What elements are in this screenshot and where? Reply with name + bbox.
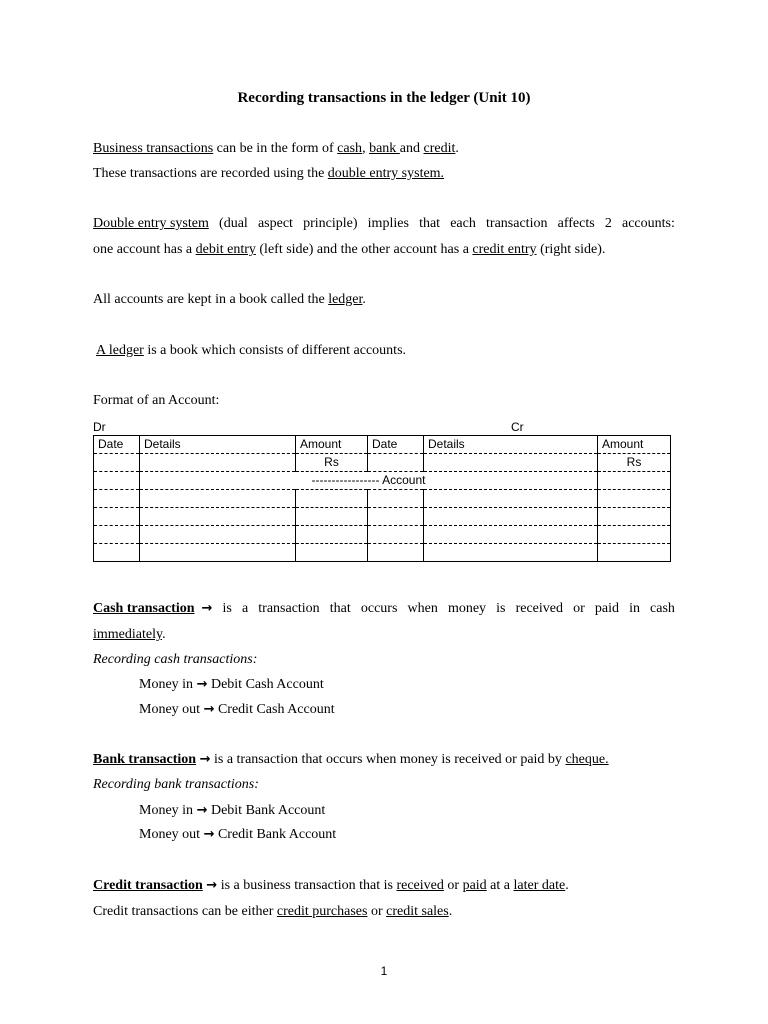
text: Money in <box>139 803 197 818</box>
term-cash-transaction: Cash transaction <box>93 601 195 616</box>
table-cell <box>94 544 140 562</box>
text: and <box>399 141 424 156</box>
bank-recording-heading: Recording bank transactions: <box>93 777 259 792</box>
table-cell <box>140 544 296 562</box>
table-cell <box>94 508 140 526</box>
arrow-icon: → <box>199 752 211 767</box>
unit-rs-left: Rs <box>296 454 368 472</box>
text: Credit Bank Account <box>214 827 337 842</box>
term-bank: bank <box>369 141 400 156</box>
table-cell <box>368 490 424 508</box>
cash-line-1 <box>93 600 675 618</box>
text: . <box>162 627 166 642</box>
table-cell <box>368 508 424 526</box>
table-cell <box>368 544 424 562</box>
text: one account has a <box>93 242 196 257</box>
table-header-row <box>94 436 671 454</box>
header-date-left: Date <box>94 436 140 454</box>
table-account-row <box>94 472 671 490</box>
double-entry-line-1 <box>93 215 675 233</box>
arrow-icon: → <box>206 878 218 893</box>
account-name-label: ----------------- Account <box>140 472 598 490</box>
text: . <box>565 878 569 893</box>
table-units-row <box>94 454 671 472</box>
arrow-icon: → <box>201 601 213 616</box>
term-double-entry-system: double entry system. <box>327 166 445 181</box>
intro-line-1 <box>93 140 459 158</box>
word: principle) <box>303 216 358 231</box>
text: . <box>362 292 366 307</box>
text: or <box>443 878 463 893</box>
ledger-definition <box>96 342 406 360</box>
table-cell <box>424 454 598 472</box>
term-a-ledger: A ledger <box>96 343 144 358</box>
word: cash <box>650 601 675 616</box>
format-label: Format of an Account: <box>93 393 220 408</box>
term-bank-transaction: Bank transaction <box>93 752 197 767</box>
word: (dual <box>219 216 248 231</box>
table-cell <box>296 490 368 508</box>
word: 2 <box>604 216 612 231</box>
text: is a book which consists of different accounts. <box>143 343 407 358</box>
table-cell <box>598 472 671 490</box>
word: is <box>496 601 506 616</box>
term-business-transactions: Business transactions <box>93 141 214 156</box>
text: can be in the form of <box>213 141 338 156</box>
word: implies <box>367 216 409 231</box>
word: received <box>515 601 563 616</box>
text: is a transaction that occurs when money is received or paid by <box>210 752 566 767</box>
double-entry-line-2 <box>93 241 605 259</box>
text: Credit transactions can be either <box>93 904 277 919</box>
table-cell <box>140 526 296 544</box>
term-credit: credit <box>423 141 456 156</box>
table-row <box>94 508 671 526</box>
text: . <box>455 141 459 156</box>
cash-line-2 <box>93 626 166 644</box>
table-cell <box>598 526 671 544</box>
text: Money out <box>139 702 204 717</box>
word: transaction <box>486 216 548 231</box>
word: when <box>407 601 438 616</box>
table-cell <box>94 490 140 508</box>
table-cell <box>598 508 671 526</box>
table-cell <box>598 544 671 562</box>
arrow-icon: → <box>203 827 215 842</box>
word: that <box>419 216 441 231</box>
text: Money in <box>139 677 197 692</box>
account-format-table <box>93 435 671 562</box>
table-row <box>94 490 671 508</box>
word: a <box>241 601 249 616</box>
cash-money-out <box>139 701 335 719</box>
bank-line-1 <box>93 751 609 769</box>
header-date-right: Date <box>368 436 424 454</box>
credit-label: Cr <box>511 420 524 434</box>
credit-line-1 <box>93 877 569 895</box>
text: or <box>367 904 387 919</box>
text: is a business transaction that is <box>217 878 397 893</box>
table-cell <box>296 526 368 544</box>
term-credit-sales: credit sales <box>386 904 449 919</box>
word: in <box>629 601 640 616</box>
text: Money out <box>139 827 204 842</box>
word: is <box>222 601 232 616</box>
term-received: received <box>396 878 444 893</box>
text: Debit Cash Account <box>207 677 324 692</box>
term-immediately: immediately <box>93 627 163 642</box>
term-debit-entry: debit entry <box>195 242 256 257</box>
word: aspect <box>257 216 293 231</box>
text: Credit Cash Account <box>214 702 335 717</box>
table-cell <box>296 508 368 526</box>
page-number: 1 <box>380 964 388 978</box>
word: accounts: <box>621 216 675 231</box>
table-cell <box>368 454 424 472</box>
table-cell <box>296 544 368 562</box>
word: paid <box>594 601 619 616</box>
header-details-right: Details <box>424 436 598 454</box>
page-title: Recording transactions in the ledger (Unit 10) <box>237 90 531 106</box>
header-amount-right: Amount <box>598 436 671 454</box>
word: that <box>329 601 351 616</box>
table-cell <box>424 526 598 544</box>
term-credit-purchases: credit purchases <box>276 904 368 919</box>
header-details-left: Details <box>140 436 296 454</box>
unit-rs-right: Rs <box>598 454 671 472</box>
term-cash: cash <box>337 141 363 156</box>
table-cell <box>140 508 296 526</box>
text: . <box>448 904 453 919</box>
text: All accounts are kept in a book called the <box>93 292 329 307</box>
cash-money-in <box>139 676 324 694</box>
term-ledger: ledger <box>328 292 363 307</box>
term-credit-transaction: Credit transaction <box>93 878 203 893</box>
word: transaction <box>258 601 320 616</box>
arrow-icon: → <box>196 677 208 692</box>
table-cell <box>140 454 296 472</box>
text: (left side) and the other account has a <box>255 242 473 257</box>
table-cell <box>94 454 140 472</box>
word: or <box>573 601 585 616</box>
table-cell <box>424 544 598 562</box>
word: occurs <box>360 601 398 616</box>
arrow-icon: → <box>196 803 208 818</box>
text: , <box>362 141 370 156</box>
table-row <box>94 544 671 562</box>
bank-money-out <box>139 826 336 844</box>
word: money <box>447 601 487 616</box>
table-cell <box>94 472 140 490</box>
table-cell <box>424 508 598 526</box>
credit-line-2 <box>93 903 452 921</box>
table-row <box>94 526 671 544</box>
table-cell <box>94 526 140 544</box>
text: These transactions are recorded using the <box>93 166 328 181</box>
term-credit-entry: credit entry <box>472 242 537 257</box>
header-amount-left: Amount <box>296 436 368 454</box>
text: at a <box>486 878 514 893</box>
arrow-icon: → <box>203 702 215 717</box>
word: each <box>450 216 476 231</box>
term-cheque: cheque. <box>565 752 609 767</box>
intro-line-2 <box>93 165 444 183</box>
term-double-entry: Double entry system <box>93 216 209 231</box>
bank-money-in <box>139 802 325 820</box>
term-paid: paid <box>462 878 487 893</box>
ledger-line <box>93 291 366 309</box>
table-cell <box>598 490 671 508</box>
cash-recording-heading: Recording cash transactions: <box>93 652 258 667</box>
text: (right side). <box>536 242 606 257</box>
debit-label: Dr <box>93 420 106 434</box>
word: affects <box>557 216 595 231</box>
table-cell <box>368 526 424 544</box>
term-later-date: later date <box>513 878 566 893</box>
table-cell <box>424 490 598 508</box>
text: Debit Bank Account <box>207 803 326 818</box>
table-cell <box>140 490 296 508</box>
